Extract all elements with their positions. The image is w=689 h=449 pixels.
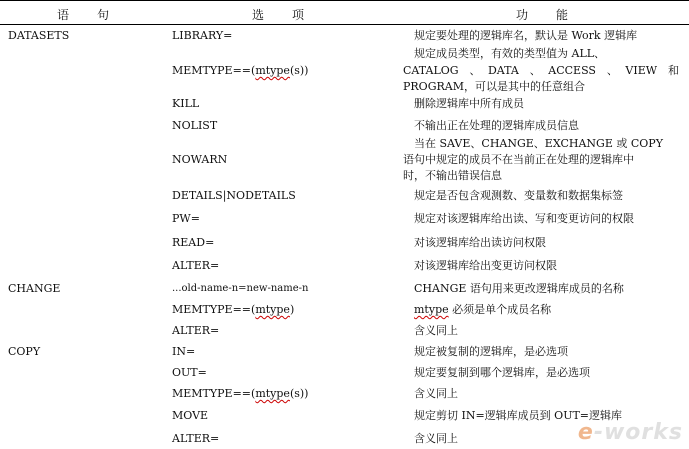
option-alter-change: ALTER= xyxy=(172,324,220,337)
function-alter-change: 含义同上 xyxy=(414,324,458,337)
option-read: READ= xyxy=(172,236,215,249)
header-statement: 语句 xyxy=(57,8,138,22)
function-nowarn-line3: 时，不输出错误信息 xyxy=(403,169,502,182)
header-function: 功能 xyxy=(516,8,597,22)
function-in: 规定被复制的逻辑库，是必选项 xyxy=(414,345,568,358)
function-pw: 规定对该逻辑库给出读、写和变更访问的权限 xyxy=(414,212,634,225)
function-memtype-line3: PROGRAM，可以是其中的任意组合 xyxy=(403,80,585,93)
e-works-watermark-logo: e-works xyxy=(577,420,683,445)
function-alter-copy: 含义同上 xyxy=(414,432,458,445)
option-nolist: NOLIST xyxy=(172,119,218,132)
function-details: 规定是否包含观测数、变量数和数据集标签 xyxy=(414,189,623,202)
function-out: 规定要复制到哪个逻辑库，是必选项 xyxy=(414,366,590,379)
option-kill: KILL xyxy=(172,97,200,110)
option-alter: ALTER= xyxy=(172,259,220,272)
function-read: 对该逻辑库给出读访问权限 xyxy=(414,236,546,249)
function-move: 规定剪切 IN=逻辑库成员到 OUT=逻辑库 xyxy=(414,409,623,422)
function-memtype-change: mtype 必须是单个成员名称 xyxy=(414,303,552,316)
option-nowarn: NOWARN xyxy=(172,153,228,166)
function-nowarn-line2: 语句中规定的成员不在当前正在处理的逻辑库中 xyxy=(403,153,634,166)
function-memtype-copy: 含义同上 xyxy=(414,387,458,400)
function-kill: 删除逻辑库中所有成员 xyxy=(414,97,524,110)
option-pw: PW= xyxy=(172,212,200,225)
function-alter: 对该逻辑库给出变更访问权限 xyxy=(414,259,557,272)
function-memtype-line2: CATALOG 、DATA 、ACCESS 、VIEW 和 xyxy=(403,64,679,77)
function-nolist: 不输出正在处理的逻辑库成员信息 xyxy=(414,119,579,132)
option-in: IN= xyxy=(172,345,196,358)
statement-datasets: DATASETS xyxy=(8,29,70,42)
option-details: DETAILS|NODETAILS xyxy=(172,189,296,202)
option-memtype-copy: MEMTYPE==(mtype(s)) xyxy=(172,387,309,400)
function-nowarn-line1: 当在 SAVE、CHANGE、EXCHANGE 或 COPY xyxy=(414,137,663,150)
option-library: LIBRARY= xyxy=(172,29,233,42)
table-header-rule xyxy=(0,24,689,25)
header-option: 选项 xyxy=(252,8,333,22)
option-out: OUT= xyxy=(172,366,207,379)
option-move: MOVE xyxy=(172,409,209,422)
function-change: CHANGE 语句用来更改逻辑库成员的名称 xyxy=(414,282,624,295)
option-old-new-name: ...old-name-n=new-name-n xyxy=(172,283,309,294)
option-memtype: MEMTYPE==(mtype(s)) xyxy=(172,64,309,77)
option-alter-copy: ALTER= xyxy=(172,432,220,445)
function-memtype-line1: 规定成员类型，有效的类型值为 ALL、 xyxy=(414,47,606,60)
option-memtype-change: MEMTYPE==(mtype) xyxy=(172,303,295,316)
function-library: 规定要处理的逻辑库名，默认是 Work 逻辑库 xyxy=(414,29,638,42)
statement-change: CHANGE xyxy=(8,282,61,295)
statement-copy: COPY xyxy=(8,345,41,358)
table-top-rule xyxy=(0,0,689,1)
